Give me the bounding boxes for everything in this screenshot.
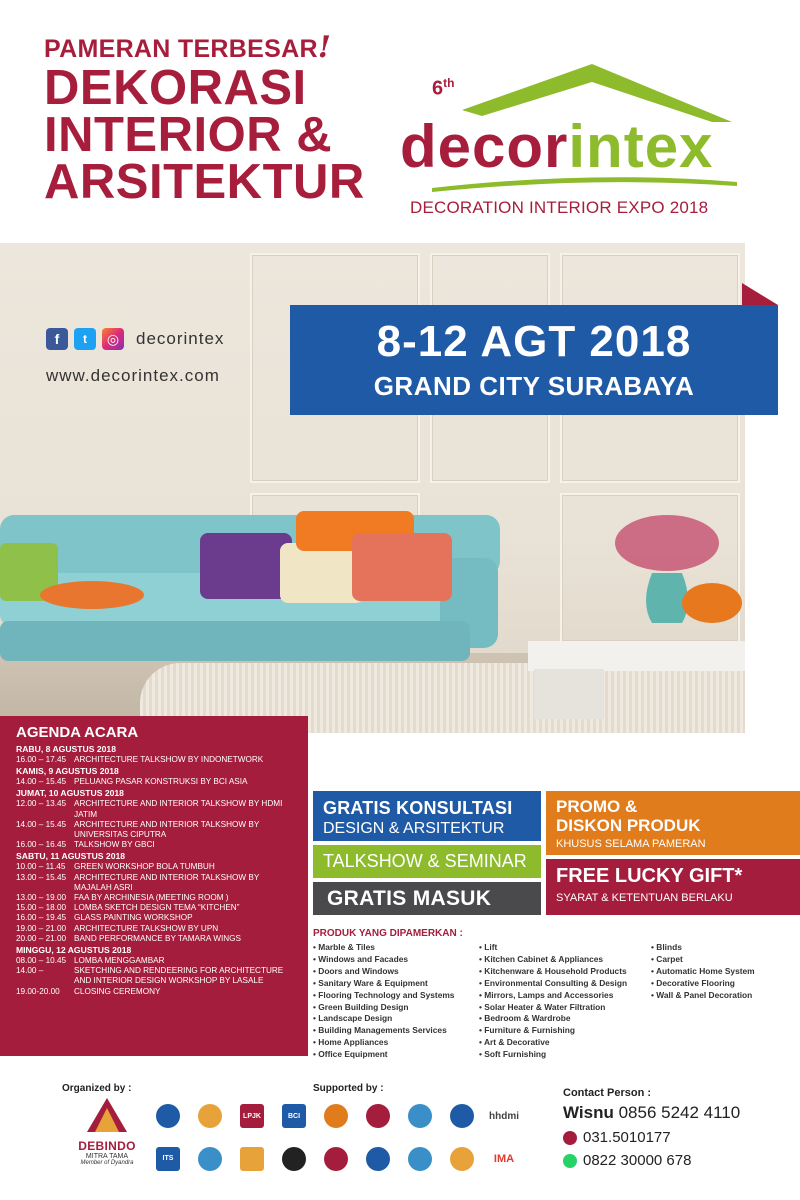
agenda-item: 19.00-20.00 CLOSING CEREMONY (16, 986, 161, 996)
whatsapp-icon (563, 1154, 577, 1168)
agenda-day: KAMIS, 9 AGUSTUS 2018 (16, 766, 119, 777)
sponsor-logo: ITS (150, 1141, 186, 1177)
facebook-icon[interactable]: f (46, 328, 68, 350)
sofa-base (0, 621, 470, 661)
list-item: • Building Managements Services (313, 1025, 479, 1037)
contact-label: Contact Person : (563, 1087, 652, 1099)
products-column-1 (313, 942, 479, 1061)
cushion-striped (200, 533, 292, 599)
list-item: • Solar Heater & Water Filtration (479, 1002, 651, 1014)
sponsor-logo (444, 1141, 480, 1177)
organizer-logo (62, 1098, 152, 1178)
event-dates-banner (290, 305, 778, 415)
agenda-day: MINGGU, 12 AGUSTUS 2018 (16, 945, 132, 956)
sponsor-logo (444, 1098, 480, 1134)
sponsor-logo (234, 1141, 270, 1177)
sponsor-logo: IMA (493, 1152, 515, 1165)
list-item: • Decorative Flooring (651, 978, 800, 990)
free-entry-box: GRATIS MASUK (313, 882, 541, 915)
social-links (46, 328, 224, 350)
list-item: • Automatic Home System (651, 966, 800, 978)
agenda-item: 12.00 – 13.45 ARCHITECTURE AND INTERIOR TALKSHOW BY HDMI JATIM (16, 799, 283, 819)
decorintex-logo (392, 60, 764, 225)
sponsor-logo (318, 1141, 354, 1177)
agenda-item: 16.00 – 17.45 ARCHITECTURE TALKSHOW BY INDONETWORK (16, 755, 264, 764)
promo-discount-box (546, 791, 800, 855)
sponsor-logo (150, 1098, 186, 1134)
list-item: • Environmental Consulting & Design (479, 978, 651, 990)
cushion-cream (280, 543, 364, 603)
sponsor-logo (318, 1098, 354, 1134)
edition-label: 6th (432, 76, 455, 100)
agenda-item: 14.00 – 15.45 PELUANG PASAR KONSTRUKSI BY BCI ASIA (16, 777, 248, 787)
event-dates: 8-12 AGT 2018 (376, 317, 692, 366)
free-consultation-subtitle: DESIGN & ARSITEKTUR (323, 820, 505, 837)
list-item: • Windows and Facades (313, 954, 479, 966)
list-item: • Green Building Design (313, 1002, 479, 1014)
headline-kicker: PAMERAN TERBESAR! (44, 30, 332, 65)
cushion-red-striped (352, 533, 452, 601)
headline-line-1: DEKORASI (44, 61, 307, 115)
agenda-item: 16.00 – 19.45 GLASS PAINTING WORKSHOP (16, 913, 193, 923)
list-item: • Mirrors, Lamps and Accessories (479, 990, 651, 1002)
logo-wordmark: decorintex (400, 113, 714, 180)
list-item: • Marble & Tiles (313, 942, 479, 954)
organizer-name: DEBINDO (78, 1139, 136, 1153)
list-item: • Doors and Windows (313, 966, 479, 978)
list-item: • Soft Furnishing (479, 1049, 651, 1061)
flowers (615, 515, 719, 571)
contact-person: Wisnu 0856 5242 4110 (563, 1103, 741, 1122)
sponsor-logo (402, 1098, 438, 1134)
products-column-2 (479, 942, 651, 1061)
sponsor-logos (150, 1098, 540, 1178)
list-item: • Bedroom & Wardrobe (479, 1013, 651, 1025)
website-link[interactable]: www.decorintex.com (46, 366, 220, 385)
list-item: • Wall & Panel Decoration (651, 990, 800, 1002)
social-handle: decorintex (136, 329, 225, 348)
event-venue: GRAND CITY SURABAYA (373, 371, 695, 401)
dates-fold (742, 283, 778, 305)
lucky-gift-title: FREE LUCKY GIFT* (556, 865, 743, 887)
sponsor-logo (276, 1141, 312, 1177)
promo-line-1: PROMO & (556, 797, 638, 816)
supported-by-label: Supported by : (313, 1083, 384, 1094)
free-consultation-title: GRATIS KONSULTASI (323, 798, 513, 818)
contact-whatsapp[interactable]: 0822 30000 678 (563, 1152, 793, 1169)
sponsor-logo (192, 1098, 228, 1134)
products-section (313, 928, 800, 1061)
coffee-table-leg (534, 669, 604, 719)
promo-note: KHUSUS SELAMA PAMERAN (556, 838, 706, 850)
list-item: • Home Appliances (313, 1037, 479, 1049)
list-item: • Office Equipment (313, 1049, 479, 1061)
instagram-icon[interactable]: ◎ (102, 328, 124, 350)
list-item: • Furniture & Furnishing (479, 1025, 651, 1037)
free-consultation-box (313, 791, 541, 841)
list-item: • Kitchenware & Household Products (479, 966, 651, 978)
sponsor-logo (360, 1098, 396, 1134)
sponsor-logo (360, 1141, 396, 1177)
products-column-3 (651, 942, 800, 1061)
agenda-item: 16.00 – 16.45 TALKSHOW BY GBCI (16, 840, 155, 850)
vase (646, 573, 688, 623)
agenda-item: 20.00 – 21.00 BAND PERFORMANCE BY TAMARA WINGS (16, 933, 241, 943)
agenda-item: 13.00 – 19.00 FAA BY ARCHINESIA (MEETING ROOM ) (16, 893, 229, 903)
agenda-day: JUMAT, 10 AGUSTUS 2018 (16, 788, 124, 799)
list-item: • Carpet (651, 954, 800, 966)
list-item: • Blinds (651, 942, 800, 954)
headline-line-2: INTERIOR & (44, 108, 333, 162)
headline-line-3: ARSITEKTUR (44, 155, 365, 209)
sponsor-logo (402, 1141, 438, 1177)
list-item: • Landscape Design (313, 1013, 479, 1025)
phone-icon (563, 1131, 577, 1145)
agenda-day: SABTU, 11 AGUSTUS 2018 (16, 851, 126, 862)
agenda-item: 14.00 – SKETCHING AND RENDEERING FOR ARCHITECTURE AND INTERIOR DESIGN WORKSHOP BY LASALE (16, 966, 284, 986)
agenda-item: 14.00 – 15.45 ARCHITECTURE AND INTERIOR TALKSHOW BY UNIVERSITAS CIPUTRA (16, 819, 260, 840)
sponsor-logo: hhdmi (489, 1110, 519, 1122)
lucky-gift-terms: SYARAT & KETENTUAN BERLAKU (556, 892, 733, 904)
logo-subtitle: DECORATION INTERIOR EXPO 2018 (410, 198, 709, 217)
orange-bowl (682, 583, 742, 623)
contact-phone[interactable]: 031.5010177 (563, 1129, 793, 1146)
headline (44, 30, 365, 209)
agenda-title: AGENDA ACARA (16, 724, 139, 741)
debindo-logo-icon (87, 1098, 127, 1132)
list-item: • Art & Decorative (479, 1037, 651, 1049)
sponsor-logo: BCI (276, 1098, 312, 1134)
agenda-item: 08.00 – 10.45 LOMBA MENGGAMBAR (16, 956, 165, 966)
list-item: • Kitchen Cabinet & Appliances (479, 954, 651, 966)
talkshow-box: TALKSHOW & SEMINAR (313, 845, 541, 878)
agenda-item: 19.00 – 21.00 ARCHITECTURE TALKSHOW BY UPN (16, 923, 219, 933)
coffee-table (528, 641, 745, 671)
promo-line-2: DISKON PRODUK (556, 816, 701, 835)
agenda-item: 10.00 – 11.45 GREEN WORKSHOP BOLA TUMBUH (16, 862, 215, 872)
agenda-item: 15.00 – 18.00 LOMBA SKETCH DESIGN TEMA “KITCHEN” (16, 903, 240, 913)
twitter-icon[interactable]: t (74, 328, 96, 350)
agenda-item: 13.00 – 15.45 ARCHITECTURE AND INTERIOR TALKSHOW BY MAJALAH ASRI (16, 872, 260, 892)
agenda-day: RABU, 8 AGUSTUS 2018 (16, 744, 116, 754)
organized-by-label: Organized by : (62, 1083, 132, 1094)
sponsor-logo (192, 1141, 228, 1177)
lucky-gift-box (546, 859, 800, 915)
products-title: PRODUK YANG DIPAMERKAN : (313, 928, 463, 939)
organizer-member: Member of Dyandra (80, 1160, 134, 1166)
sponsor-logo: LPJK (234, 1098, 270, 1134)
list-item: • Sanitary Ware & Equipment (313, 978, 479, 990)
organizer-sub: MITRA TAMA (85, 1153, 129, 1160)
agenda-panel (0, 716, 308, 1056)
cushion-orange (40, 581, 144, 609)
list-item: • Flooring Technology and Systems (313, 990, 479, 1002)
list-item: • Lift (479, 942, 651, 954)
contact-section (563, 1087, 793, 1169)
